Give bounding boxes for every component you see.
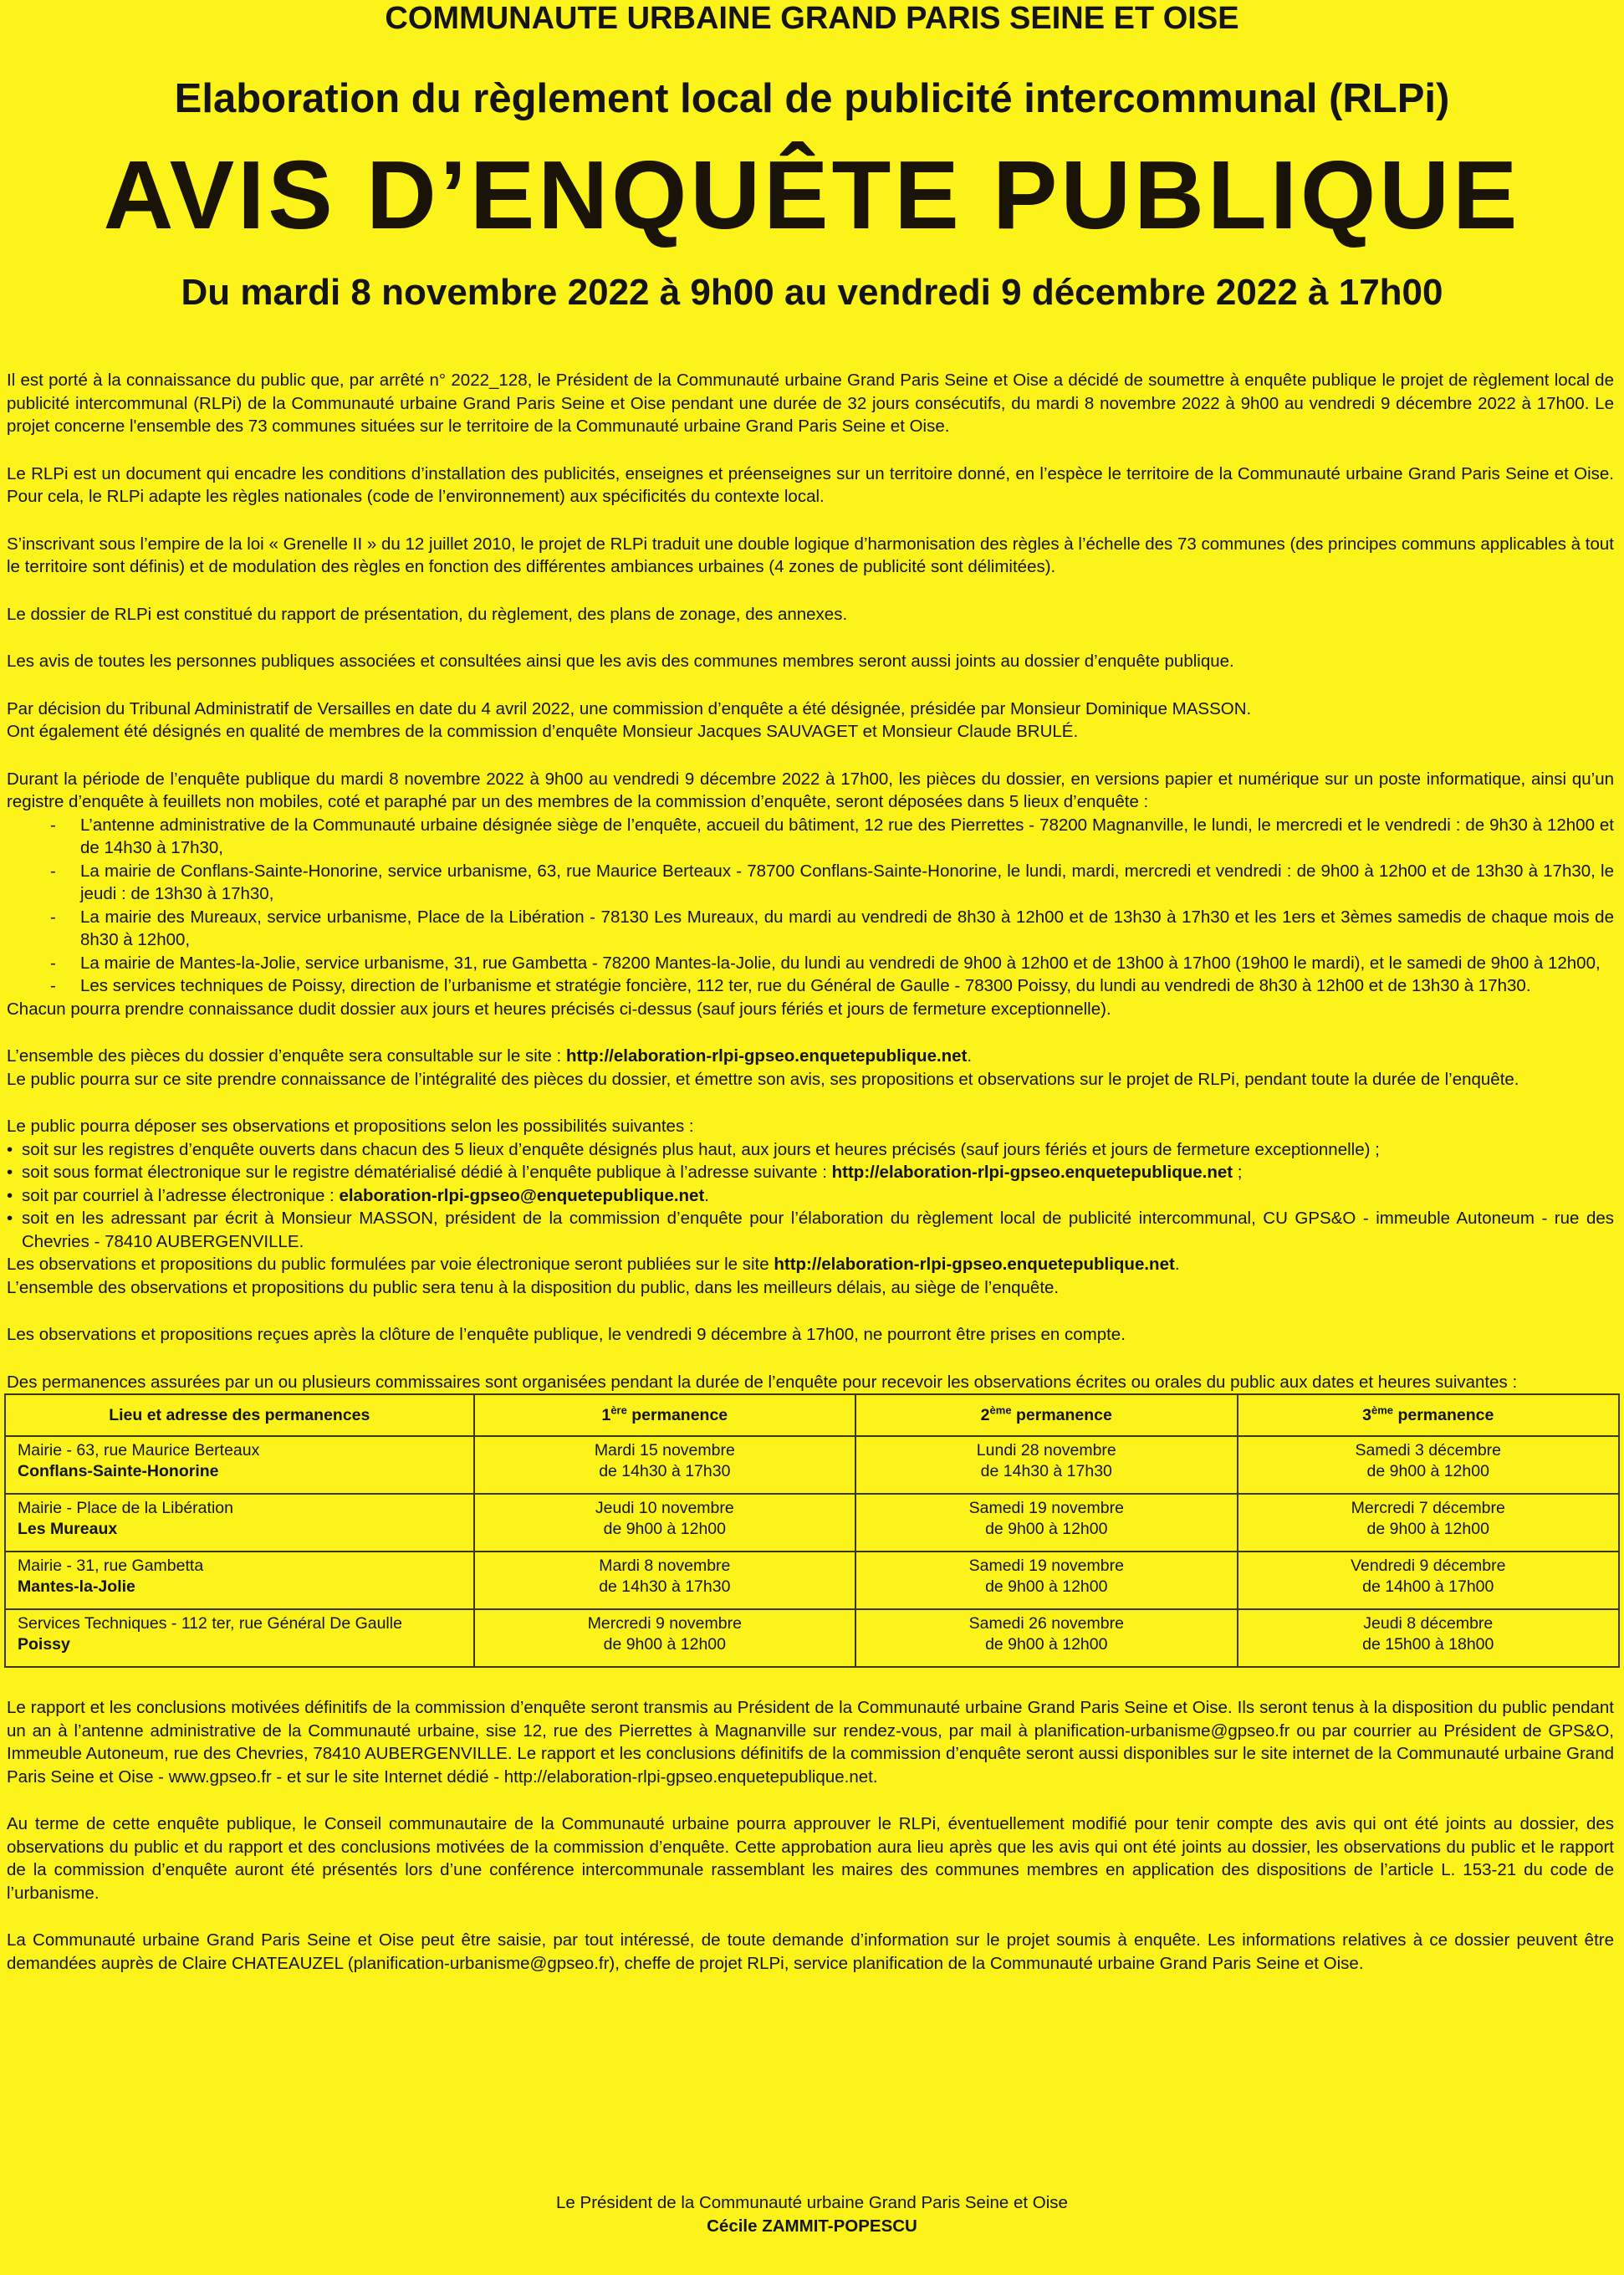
table-header-row [5,1394,1619,1436]
paragraph-information: La Communauté urbaine Grand Paris Seine et Oise peut être saisie, par tout intéressé, de toute demande d’information sur le projet soumis à enquête. Les informations relatives à ce dossier peuvent être demandées auprès de Claire CHATEAUZEL (planification-urbanisme@gpseo.fr), cheffe de projet RLPi, service planification de la Communauté urbaine Grand Paris Seine et Oise. [7,1930,1614,1973]
cell-lieu: Mairie - 31, rue Gambetta Mantes-la-Jolie [5,1552,474,1609]
option-registers: • soit sur les registres d’enquête ouverts dans chacun des 5 lieux d’enquête désignés plus haut, aux jours et heures précisés (sauf jours fériés et jours de fermeture exceptionnelle) ; [7,1138,1614,1162]
option-email-text: soit par courriel à l’adresse électronique : [22,1185,335,1205]
paragraph-avis: Les avis de toutes les personnes publiques associées et consultées ainsi que les avis des communes membres seront aussi joints au dossier d’enquête publique. [7,652,1234,671]
header-permanence-1: 1ère permanence [474,1394,855,1436]
organization-name: COMMUNAUTE URBAINE GRAND PARIS SEINE ET OISE [385,1,1239,36]
site-intro: L’ensemble des pièces du dossier d’enquête sera consultable sur le site : [7,1046,562,1066]
signature-name: Cécile ZAMMIT-POPESCU [707,2216,917,2236]
location-item: - La mairie des Mureaux, service urbanisme, Place de la Libération - 78130 Les Mureaux, du mardi au vendredi de 8h30 à 12h00 et de 13h30 à 17h30 et les 1ers et 3èmes samedis de chaque mois de 8h30 à 12h00, [43,906,1614,952]
option-email: • soit par courriel à l’adresse électronique : elaboration-rlpi-gpseo@enquetepublique.net. [7,1184,1614,1208]
cell-permanence-3: Jeudi 8 décembre de 15h00 à 18h00 [1238,1609,1619,1667]
notice-subject: Elaboration du règlement local de publicité intercommunal (RLPi) [174,76,1450,121]
locations-list [7,814,1614,998]
paragraph-periode: Durant la période de l’enquête publique du mardi 8 novembre 2022 à 9h00 au vendredi 9 décembre 2022 à 17h00, les pièces du dossier, en versions papier et numérique sur un poste informatique, ainsi qu’un registre d’enquête à feuillets non mobiles, coté et paraphé par un des membres de la commission d’enquête, seront déposées dans 5 lieux d’enquête : [7,769,1614,811]
inquiry-dates: Du mardi 8 novembre 2022 à 9h00 au vendredi 9 décembre 2022 à 17h00 [181,272,1443,313]
publication-link[interactable]: http://elaboration-rlpi-gpseo.enquetepublique.net [774,1255,1175,1274]
cell-permanence-1: Jeudi 10 novembre de 9h00 à 12h00 [474,1494,855,1552]
table-row [5,1609,1619,1667]
cell-permanence-2: Lundi 28 novembre de 14h30 à 17h30 [855,1436,1237,1494]
cell-lieu: Services Techniques - 112 ter, rue Général De Gaulle Poissy [5,1609,474,1667]
location-item: - La mairie de Conflans-Sainte-Honorine, service urbanisme, 63, rue Maurice Berteaux - 78700 Conflans-Sainte-Honorine, le lundi, mardi, mercredi et vendredi : de 9h00 à 12h00 et de 13h30 à 17h30, le jeudi : de 13h30 à 17h30, [43,860,1614,906]
cell-permanence-2: Samedi 19 novembre de 9h00 à 12h00 [855,1552,1237,1609]
location-item: - La mairie de Mantes-la-Jolie, service urbanisme, 31, rue Gambetta - 78200 Mantes-la-Jolie, du lundi au vendredi de 9h00 à 12h00 et de 13h00 à 17h00 (19h00 le mardi), et le samedi de 9h00 à 12h00, [43,952,1614,975]
paragraph-closure: Les observations et propositions reçues après la clôture de l’enquête publique, le vendredi 9 décembre à 17h00, ne pourront être prises en compte. [7,1325,1126,1344]
paragraph-observations-intro: Le public pourra déposer ses observations et propositions selon les possibilités suivantes : [7,1117,694,1136]
paragraph-approval: Au terme de cette enquête publique, le Conseil communautaire de la Communauté urbaine pourra approuver le RLPi, éventuellement modifié pour tenir compte des avis qui ont été joints au dossier, des observations du public et du rapport et des conclusions motivées de la commission d’enquête. Cette approbation aura lieu après que les avis qui ont été joints au dossier, les observations du public et le rapport de la commission d’enquête auront été présentés lors d’une conférence intercommunale rassemblant les maires des communes membres en application des dispositions de l’article L. 153-21 du code de l’urbanisme. [7,1814,1614,1903]
paragraph-permanences: Des permanences assurées par un ou plusieurs commissaires sont organisées pendant la durée de l’enquête pour recevoir les observations écrites ou orales du public aux dates et heures suivantes : [7,1372,1518,1392]
table-row [5,1436,1619,1494]
cell-permanence-1: Mardi 15 novembre de 14h30 à 17h30 [474,1436,855,1494]
paragraph-intro: Il est porté à la connaissance du public que, par arrêté n° 2022_128, le Président de la Communauté urbaine Grand Paris Seine et Oise a décidé de soumettre à enquête publique le projet de règlement local de publicité intercommunal (RLPi) de la Communauté urbaine Grand Paris Seine et Oise pendant une durée de 32 jours consécutifs, du mardi 8 novembre 2022 à 9h00 au vendredi 9 décembre 2022 à 17h00. Le projet concerne l'ensemble des 73 communes situées sur le territoire de la Communauté urbaine Grand Paris Seine et Oise. [7,371,1614,436]
paragraph-rlpi-definition: Le RLPi est un document qui encadre les conditions d’installation des publicités, enseignes et préenseignes sur un territoire donné, en l’espèce le territoire de la Communauté urbaine Grand Paris Seine et Oise. Pour cela, le RLPi adapte les règles nationales (code de l’environnement) aux spécificités du contexte local. [7,463,1614,506]
electronic-register-link[interactable]: http://elaboration-rlpi-gpseo.enquetepublique.net [831,1163,1233,1182]
table-row [5,1552,1619,1609]
signature-block [0,2191,1624,2238]
cell-permanence-3: Mercredi 7 décembre de 9h00 à 12h00 [1238,1494,1619,1552]
cell-permanence-3: Vendredi 9 décembre de 14h00 à 17h00 [1238,1552,1619,1609]
option-electronic-text: soit sous format électronique sur le registre dématérialisé dédié à l’enquête publique à l’adresse suivante : [22,1163,827,1182]
cell-permanence-2: Samedi 19 novembre de 9h00 à 12h00 [855,1494,1237,1552]
header-lieu: Lieu et adresse des permanences [5,1394,474,1436]
location-item: - L’antenne administrative de la Communauté urbaine désignée siège de l’enquête, accueil du bâtiment, 12 rue des Pierrettes - 78200 Magnanville, le lundi, le mercredi et le vendredi : de 9h30 à 12h00 et de 14h30 à 17h30, [43,814,1614,860]
paragraph-commission-members: Ont également été désignés en qualité de membres de la commission d’enquête Monsieur Jacques SAUVAGET et Monsieur Claude BRULÉ. [7,722,1079,741]
email-link[interactable]: elaboration-rlpi-gpseo@enquetepublique.net [339,1185,705,1205]
paragraph-report: Le rapport et les conclusions motivées définitifs de la commission d’enquête seront transmis au Président de la Communauté urbaine Grand Paris Seine et Oise. Ils seront tenus à la disposition du public pendant un an à l’antenne administrative de la Communauté urbaine, sise 12, rue des Pierrettes à Magnanville sur rendez-vous, par mail à planification-urbanisme@gpseo.fr ou par courrier au Président de GPS&O, Immeuble Autoneum, rue des Chevries, 78410 AUBERGENVILLE. Le rapport et les conclusions définitifs de la commission d’enquête seront aussi disponibles sur le site internet de la Communauté urbaine Grand Paris Seine et Oise - www.gpseo.fr - et sur le site Internet dédié - http://elaboration-rlpi-gpseo.enquetepublique.net. [7,1698,1614,1787]
publication-text: Les observations et propositions du public formulées par voie électronique seront publiées sur le site [7,1255,769,1274]
option-post: • soit en les adressant par écrit à Monsieur MASSON, président de la commission d’enquête pour l’élaboration du règlement local de publicité intercommunal, CU GPS&O - immeuble Autoneum - rue des Chevries - 78410 AUBERGENVILLE. [7,1207,1614,1253]
site-link[interactable]: http://elaboration-rlpi-gpseo.enquetepublique.net [565,1046,968,1066]
cell-lieu: Mairie - 63, rue Maurice Berteaux Conflans-Sainte-Honorine [5,1436,474,1494]
option-electronic: • soit sous format électronique sur le registre dématérialisé dédié à l’enquête publique à l’adresse suivante : http://elaboration-rlpi-gpseo.enquetepublique.net ; [7,1161,1614,1184]
paragraph-availability: L’ensemble des observations et propositions du public sera tenu à la disposition du public, dans les meilleurs délais, au siège de l’enquête. [7,1277,1060,1297]
paragraph-site-usage: Le public pourra sur ce site prendre connaissance de l’intégralité des pièces du dossier, et émettre son avis, ses propositions et observations sur le projet de RLPi, pendant toute la durée de l’enquête. [7,1069,1519,1089]
cell-lieu: Mairie - Place de la Libération Les Mureaux [5,1494,474,1552]
cell-permanence-3: Samedi 3 décembre de 9h00 à 12h00 [1238,1436,1619,1494]
location-item: - Les services techniques de Poissy, direction de l’urbanisme et stratégie foncière, 112 ter, rue du Général de Gaulle - 78300 Poissy, du lundi au vendredi de 8h30 à 12h00 et de 13h30 à 17h30. [43,974,1614,998]
permanences-table [4,1393,1620,1668]
notice-body [7,369,1614,1999]
signature-title: Le Président de la Communauté urbaine Grand Paris Seine et Oise [556,2193,1068,2212]
header-permanence-2: 2ème permanence [855,1394,1237,1436]
observation-options-list [7,1138,1614,1254]
paragraph-publication: Les observations et propositions du public formulées par voie électronique seront publiées sur le site http://elaboration-rlpi-gpseo.enquetepublique.net. [7,1255,1180,1274]
paragraph-grenelle: S’inscrivant sous l’empire de la loi « Grenelle II » du 12 juillet 2010, le projet de RLPi traduit une double logique d’harmonisation des règles à l’échelle des 73 communes (des principes communs applicables à tout le territoire sont définis) et de modulation des règles en fonction des différentes ambiances urbaines (4 zones de publicité sont délimitées). [7,534,1614,576]
table-row [5,1494,1619,1552]
cell-permanence-1: Mercredi 9 novembre de 9h00 à 12h00 [474,1609,855,1667]
paragraph-site: L’ensemble des pièces du dossier d’enquête sera consultable sur le site : http://elaboration-rlpi-gpseo.enquetepublique.net. [7,1046,973,1066]
header-permanence-3: 3ème permanence [1238,1394,1619,1436]
paragraph-commission: Par décision du Tribunal Administratif de Versailles en date du 4 avril 2022, une commission d’enquête a été désignée, présidée par Monsieur Dominique MASSON. [7,698,1252,718]
cell-permanence-1: Mardi 8 novembre de 14h30 à 17h30 [474,1552,855,1609]
paragraph-consultation: Chacun pourra prendre connaissance dudit dossier aux jours et heures précisés ci-dessus (sauf jours fériés et jours de fermeture exceptionnelle). [7,999,1111,1019]
paragraph-dossier: Le dossier de RLPi est constitué du rapport de présentation, du règlement, des plans de zonage, des annexes. [7,604,848,624]
cell-permanence-2: Samedi 26 novembre de 9h00 à 12h00 [855,1609,1237,1667]
notice-headline: AVIS D’ENQUÊTE PUBLIQUE [103,141,1521,249]
